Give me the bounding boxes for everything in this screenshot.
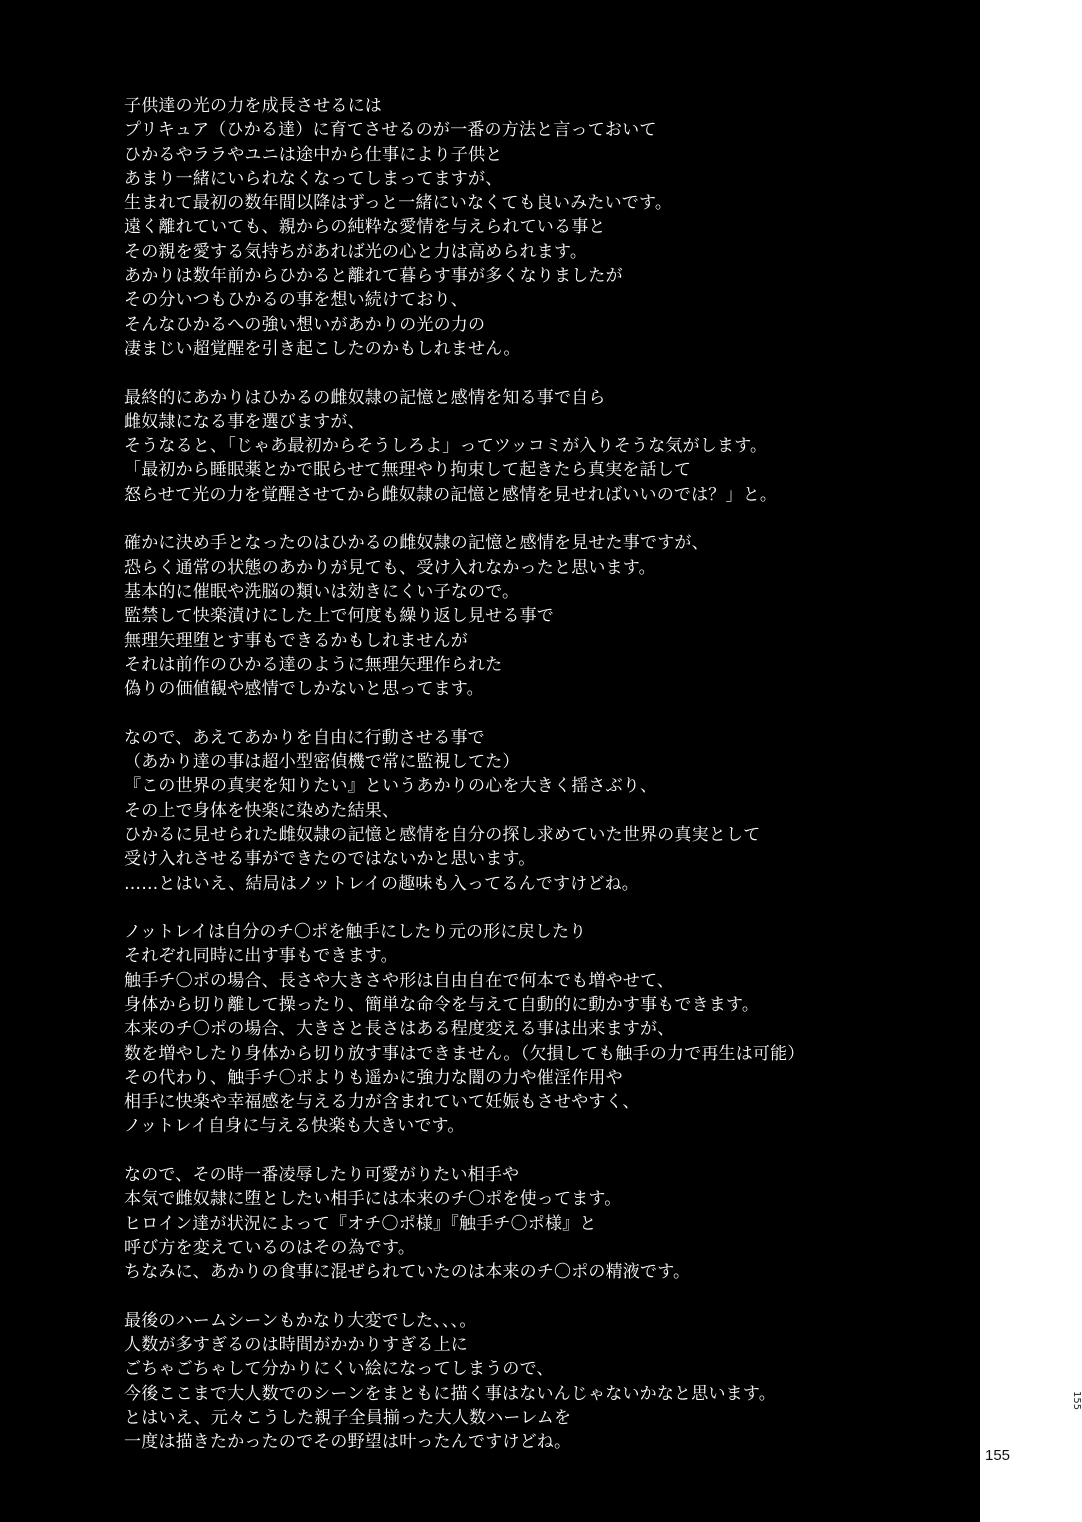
text-line: 相手に快楽や幸福感を与える力が含まれていて妊娠もさせやすく、	[124, 1092, 640, 1113]
text-line: （あかり達の事は超小型密偵機で常に監視してた）	[124, 752, 520, 773]
paragraph	[124, 726, 944, 896]
text-line: 数を増やしたり身体から切り放す事はできません。（欠損しても触手の力で再生は可能）	[124, 1043, 805, 1064]
text-line: プリキュア（ひかる達）に育てさせるのが一番の方法と言っておいて	[124, 120, 657, 141]
text-line: あかりは数年前からひかると離れて暮らす事が多くなりましたが	[124, 266, 623, 287]
text-line: 触手チ〇ポの場合、長さや大きさや形は自由自在で何本でも増やせて、	[124, 970, 675, 991]
text-line: 怒らせて光の力を覚醒させてから雌奴隷の記憶と感情を見せればいいのでは？」と。	[124, 484, 778, 505]
text-line: その代わり、触手チ〇ポよりも遥かに強力な闇の力や催淫作用や	[124, 1067, 623, 1088]
paragraph	[124, 94, 944, 361]
text-line: 子供達の光の力を成長させるには	[124, 96, 382, 116]
text-line: ひかるやララやユニは途中から仕事により子供と	[124, 144, 503, 165]
text-line: その分いつもひかるの事を想い続けており、	[124, 290, 468, 311]
text-line: 人数が多すぎるのは時間がかかりすぎる上に	[124, 1335, 468, 1356]
text-line: 『この世界の真実を知りたい』というあかりの心を大きく揺さぶり、	[124, 776, 658, 797]
paragraph	[124, 386, 944, 507]
text-line: 無理矢理堕とす事もできるかもしれませんが	[124, 630, 468, 651]
text-line: 本来のチ〇ポの場合、大きさと長さはある程度変える事は出来ますが、	[124, 1019, 675, 1040]
text-line: 一度は描きたかったのでその野望は叶ったんですけどね。	[124, 1432, 572, 1453]
text-line: その上で身体を快楽に染めた結果、	[124, 800, 400, 821]
text-line: そうなると、「じゃあ最初からそうしろよ」ってツッコミが入りそうな気がします。	[124, 436, 768, 457]
text-line: 呼び方を変えているのはその為です。	[124, 1237, 416, 1258]
text-line: ノットレイは自分のチ〇ポを触手にしたり元の形に戻したり	[124, 922, 587, 943]
paragraph	[124, 1163, 944, 1284]
text-line: 監禁して快楽漬けにした上で何度も繰り返し見せる事で	[124, 606, 554, 627]
text-line: 生まれて最初の数年間以降はずっと一緒にいなくても良いみたいです。	[124, 193, 673, 214]
text-line: 今後ここまで大人数でのシーンをまともに描く事はないんじゃないかなと思います。	[124, 1383, 776, 1404]
text-line: 「最初から睡眠薬とかで眠らせて無理やり拘束して起きたら真実を話して	[124, 460, 692, 481]
text-line: 最後のハームシーンもかなり大変でした、、、。	[124, 1310, 477, 1331]
text-line: そんなひかるへの強い想いがあかりの光の力の	[124, 314, 486, 335]
text-line: とはいえ、元々こうした親子全員揃った大人数ハーレムを	[124, 1408, 572, 1429]
text-line: 受け入れさせる事ができたのではないかと思います。	[124, 849, 536, 870]
text-line: その親を愛する気持ちがあれば光の心と力は高められます。	[124, 241, 588, 262]
text-line: ……とはいえ、結局はノットレイの趣味も入ってるんですけどね。	[124, 873, 639, 894]
text-line: 身体から切り離して操ったり、簡単な命令を与えて自動的に動かす事もできます。	[124, 994, 760, 1015]
text-line: なので、その時一番凌辱したり可愛がりたい相手や	[124, 1165, 520, 1186]
text-line: それは前作のひかる達のように無理矢理作られた	[124, 654, 503, 675]
text-line: 確かに決め手となったのはひかるの雌奴隷の記憶と感情を見せた事ですが、	[124, 533, 709, 554]
text-line: 雌奴隷になる事を選びますが、	[124, 411, 365, 432]
text-line: 最終的にあかりはひかるの雌奴隷の記憶と感情を知る事で自ら	[124, 387, 606, 408]
paragraph	[124, 1309, 944, 1455]
text-line: ちなみに、あかりの食事に混ぜられていたのは本来のチ〇ポの精液です。	[124, 1262, 691, 1283]
side-page-number: 155	[1071, 1391, 1082, 1411]
text-line: あまり一緒にいられなくなってしまってますが、	[124, 168, 503, 189]
text-line: 凄まじい超覚醒を引き起こしたのかもしれません。	[124, 338, 521, 359]
paragraph	[124, 920, 944, 1139]
text-line: 恐らく通常の状態のあかりが見ても、受け入れなかったと思います。	[124, 557, 656, 578]
text-line: ヒロイン達が状況によって『オチ〇ポ様』『触手チ〇ポ様』と	[124, 1213, 597, 1234]
afterword-text	[124, 94, 944, 1455]
text-line: ひかるに見せられた雌奴隷の記憶と感情を自分の探し求めていた世界の真実として	[124, 824, 761, 845]
page-number: 155	[985, 1447, 1011, 1464]
paragraph	[124, 531, 944, 701]
text-line: 本気で雌奴隷に堕としたい相手には本来のチ〇ポを使ってます。	[124, 1189, 622, 1210]
text-line: ごちゃごちゃして分かりにくい絵になってしまうので、	[124, 1359, 554, 1380]
text-line: なので、あえてあかりを自由に行動させる事で	[124, 727, 485, 748]
text-line: 基本的に催眠や洗脳の類いは効きにくい子なので。	[124, 581, 520, 602]
text-line: 偽りの価値観や感情でしかないと思ってます。	[124, 679, 484, 700]
text-line: それぞれ同時に出す事もできます。	[124, 946, 398, 967]
text-line: 遠く離れていても、親からの純粋な愛情を与えられている事と	[124, 217, 606, 238]
text-line: ノットレイ自身に与える快楽も大きいです。	[124, 1116, 465, 1137]
